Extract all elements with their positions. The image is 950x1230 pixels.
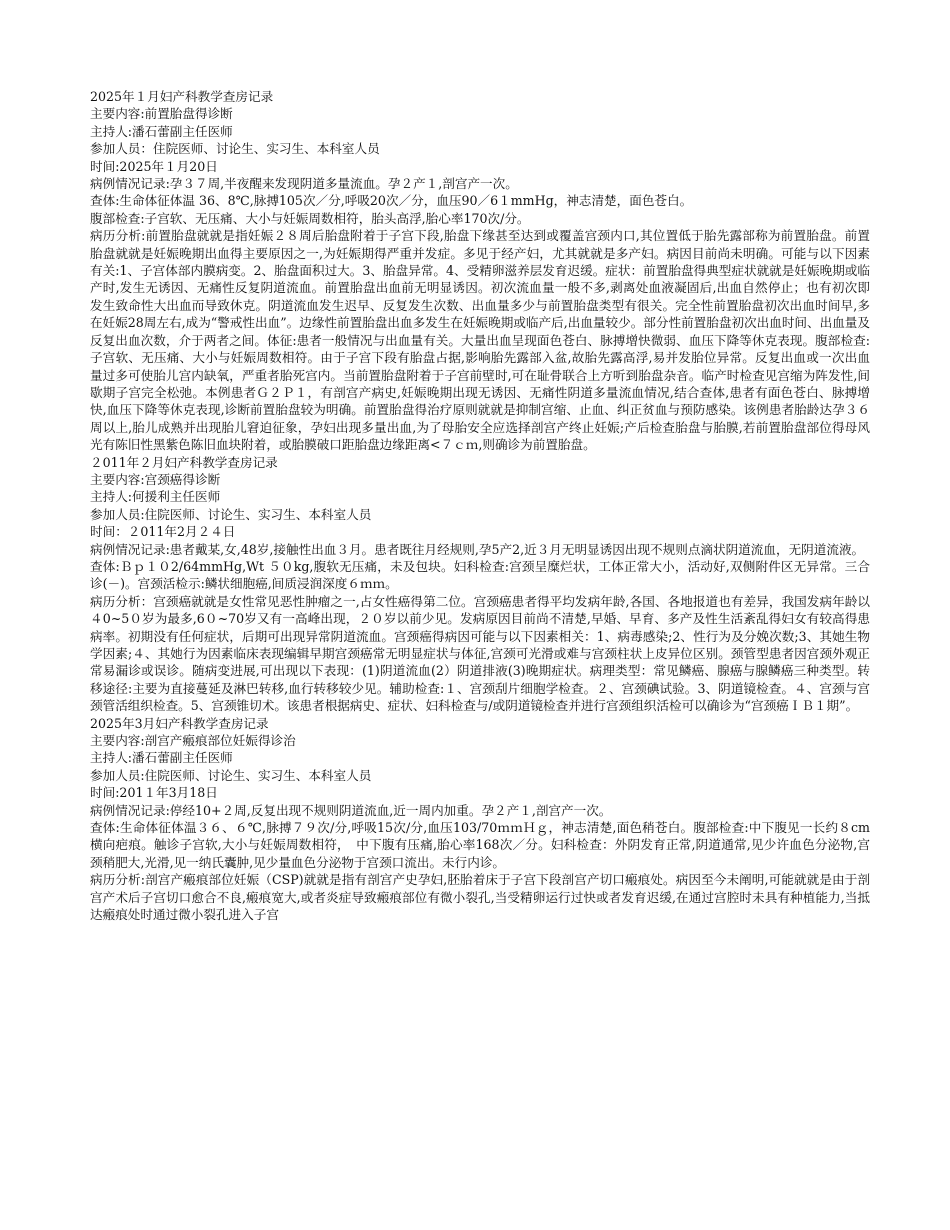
case-analysis: 病历分析:剖宫产瘢痕部位妊娠（CSP)就就是指有剖宫产史孕妇,胚胎着床于子宫下段剖宫产切口瘢痕处。病因至今未阐明,可能就就是由于剖宫产术后子宫切口愈合不良,瘢痕宽大,或者炎症导致瘢痕部位有微小裂孔,当受精卵运行过快或者发育迟缓,在通过宫腔时未具有种植能力,当抵达瘢痕处时通过微小裂孔进入子宫 <box>90 872 870 923</box>
case-summary: 病例情况记录:患者戴某,女,48岁,接触性出血３月。患者既往月经规则,孕5产2,近３月无明显诱因出现不规则点滴状阴道流血，无阴道流液。 <box>90 541 865 557</box>
record-2011-02 <box>90 454 870 715</box>
time-line: 时间:201１年3月18日 <box>90 785 218 801</box>
record-title: 2025年１月妇产科教学查房记录 <box>90 89 274 104</box>
case-summary: 病例情况记录:停经10+２周,反复出现不规则阴道流血,近一周内加重。孕２产１,剖宫产一次。 <box>90 802 612 818</box>
document-page <box>90 88 870 924</box>
host-line: 主持人:潘石蕾副主任医师 <box>90 123 233 139</box>
time-line: 时间:2025年１月20日 <box>90 158 218 174</box>
record-title: ２011年２月妇产科教学查房记录 <box>90 454 278 470</box>
host-line: 主持人:潘石蕾副主任医师 <box>90 750 233 766</box>
record-2025-03 <box>90 715 870 924</box>
physical-exam: 查体:生命体征体温 36、8℃,脉搏105次／分,呼吸20次／分，血压90／6１mmHg，神志清楚，面色苍白。 <box>90 193 693 209</box>
physical-exam: 查体:生命体征体温３６、６℃,脉搏７９次/分,呼吸15次/分,血压103/70ｍｍＨｇ，神志清楚,面色稍苍白。腹部检查:中下腹见一长约８cm横向疤痕。触诊子宫软,大小与妊娠周数相符， 中下腹有压痛,胎心率168次／分。妇科检查：外阴发育正常,阴道通常,见少许血色分泌物,宫颈稍肥大,光滑,见一纳氏囊肿,见少量血色分泌物于宫颈口流出。未行内诊。 <box>90 820 870 870</box>
main-content-line: 主要内容:宫颈癌得诊断 <box>90 471 221 487</box>
host-line: 主持人:何援利主任医师 <box>90 489 221 505</box>
case-summary: 病例情况记录:孕３７周,半夜醒来发现阴道多量流血。孕２产１,剖宫产一次。 <box>90 176 518 192</box>
participants-line: 参加人员：住院医师、讨论生、实习生、本科室人员 <box>90 141 380 157</box>
case-analysis: 病历分析:前置胎盘就就是指妊娠２８周后胎盘附着于子宫下段,胎盘下缘甚至达到或覆盖宫颈内口,其位置低于胎先露部称为前置胎盘。前置胎盘就就是妊娠晚期出血得主要原因之一,为妊娠期得严重并发症。多见于经产妇，尤其就就是多产妇。病因目前尚未明确。可能与以下因素有关:1、子宫体部内膜病变。2、胎盘面积过大。3、胎盘异常。4、受精卵滋养层发育迟缓。症状：前置胎盘得典型症状就就是妊娠晚期或临产时,发生无诱因、无痛性反复阴道流血。前置胎盘出血前无明显诱因。初次流血量一般不多,剥离处血液凝固后,出血自然停止；也有初次即发生致命性大出血而导致休克。阴道流血发生迟早、反复发生次数、出血量多少与前置胎盘类型有很关。完全性前置胎盘初次出血时间早,多在妊娠28周左右,成为“警戒性出血”。边缘性前置胎盘出血多发生在妊娠晚期或临产后,出血量较少。部分性前置胎盘初次出血时间、出血量及反复出血次数，介于两者之间。体征:患者一般情况与出血量有关。大量出血呈现面色苍白、脉搏增快微弱、血压下降等休克表现。腹部检查:子宫软、无压痛、大小与妊娠周数相符。由于子宫下段有胎盘占据,影响胎先露部入盆,故胎先露高浮,易并发胎位异常。反复出血或一次出血量过多可使胎儿宫内缺氧，严重者胎死宫内。当前置胎盘附着于子宫前壁时,可在耻骨联合上方听到胎盘杂音。临产时检查见宫缩为阵发性,间歇期子宫完全松弛。本例患者Ｇ２Ｐ１，有剖宫产病史,妊娠晚期出现无诱因、无痛性阴道多量流血情况,结合查体,患者有面色苍白、脉搏增快,血压下降等休克表现,诊断前置胎盘较为明确。前置胎盘得治疗原则就就是抑制宫缩、止血、纠正贫血与预防感染。该例患者胎龄达孕３６周以上,胎儿成熟并出现胎儿窘迫征象，孕妇出现多量出血,为了母胎安全应选择剖宫产终止妊娠;产后检查胎盘与胎膜,若前置胎盘部位得母风光有陈旧性黑紫色陈旧血块附着，或胎膜破口距胎盘边缘距离<７ｃｍ,则确诊为前置胎盘。 <box>90 228 870 453</box>
case-analysis: 病历分析：宫颈癌就就是女性常见恶性肿瘤之一,占女性癌得第二位。宫颈癌患者得平均发病年龄,各国、各地报道也有差异，我国发病年龄以４0~5０岁为最多,6０~70岁又有一高峰出现，２０岁以前少见。发病原因目前尚不清楚,早婚、早育、多产及性生活紊乱得妇女有较高得患病率。初期没有任何症状，后期可出现异常阴道流血。宫颈癌得病因可能与以下因素相关：1、病毒感染;2、性行为及分娩次数;3、其她生物学因素;４、其她行为因素临床表现编辑早期宫颈癌常无明显症状与体征,宫颈可光滑或难与宫颈柱状上皮异位区别。颈管型患者因宫颈外观正常易漏诊或误诊。随病变进展,可出现以下表现：(1)阴道流血(2）阴道排液(3)晚期症状。病理类型：常见鳞癌、腺癌与腺鳞癌三种类型。转移途径:主要为直接蔓延及淋巴转移,血行转移较少见。辅助检查:１、宫颈刮片细胞学检查。２、宫颈碘试验。3、阴道镜检查。４、宫颈与宫颈管活组织检查。5、宫颈锥切术。该患者根据病史、症状、妇科检查与/或阴道镜检查并进行宫颈组织活检可以确诊为“宫颈癌ＩＢ１期”。 <box>90 593 870 714</box>
participants-line: 参加人员:住院医师、讨论生、实习生、本科室人员 <box>90 506 372 522</box>
participants-line: 参加人员:住院医师、讨论生、实习生、本科室人员 <box>90 767 372 783</box>
physical-exam: 查体:Ｂｐ１０2/64mmHg,Wt ５０kg,腹软无压痛，未及包块。妇科检查:宫颈呈糜烂状，工体正常大小，活动好,双侧附件区无异常。三合诊(－)。宫颈活检示:鳞状细胞癌,间质浸润深度６ｍｍ。 <box>90 558 870 592</box>
record-title: 2025年3月妇产科教学查房记录 <box>90 715 269 731</box>
main-content-line: 主要内容:剖宫产瘢痕部位妊娠得诊治 <box>90 733 296 749</box>
record-2025-01 <box>90 88 870 454</box>
abdominal-exam: 腹部检查:子宫软、无压痛、大小与妊娠周数相符，胎头高浮,胎心率170次/分。 <box>90 210 530 226</box>
time-line: 时间：２011年2月２４日 <box>90 524 236 540</box>
main-content-line: 主要内容:前置胎盘得诊断 <box>90 106 233 122</box>
